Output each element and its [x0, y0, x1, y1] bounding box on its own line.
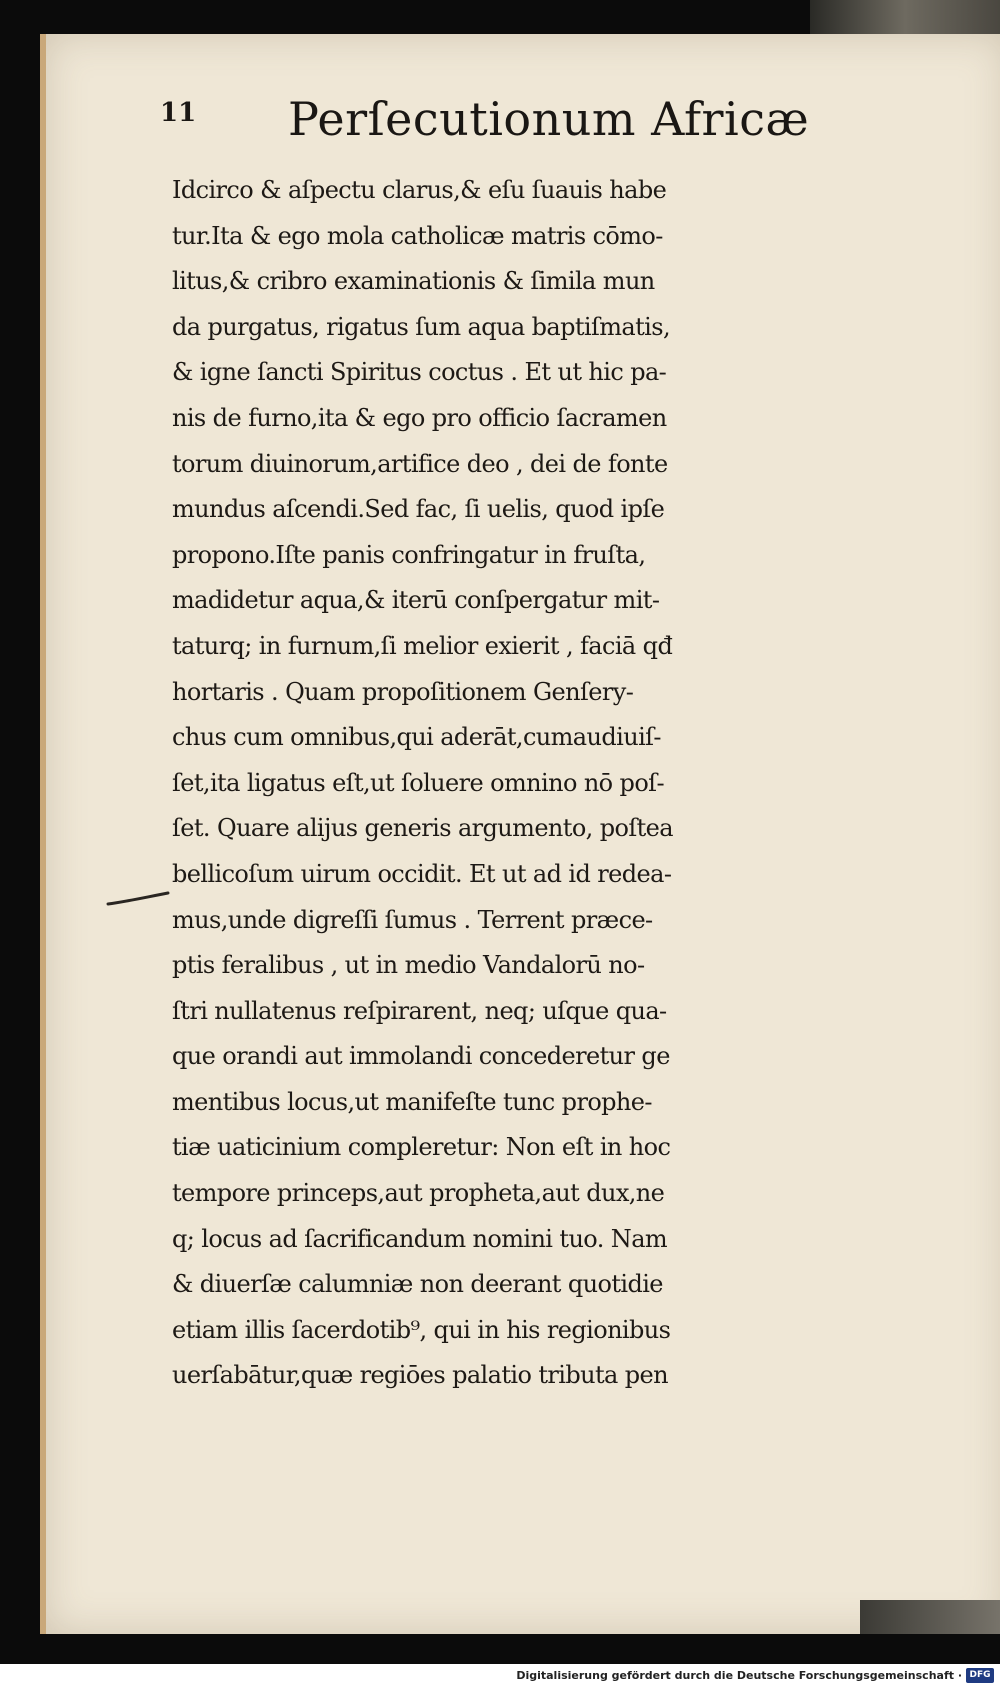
- text-line: ſet,ita ligatus eſt,ut ſoluere omnino nō poſ-: [172, 768, 664, 797]
- text-line: mus,unde digreſſi ſumus . Terrent præce-: [172, 905, 653, 934]
- text-line: q; locus ad ſacrificandum nomini tuo. Nam: [172, 1224, 668, 1253]
- text-line: ſet. Quare alijus generis argumento, poſtea: [172, 814, 673, 843]
- text-line: uerſabātur,quæ regiōes palatio tributa pen: [172, 1361, 668, 1390]
- text-line: da purgatus, rigatus ſum aqua baptiſmatis,: [172, 312, 670, 341]
- text-line: nis de furno,ita & ego pro officio ſacramen: [172, 403, 667, 432]
- text-line: que orandi aut immolandi concederetur ge: [172, 1042, 670, 1071]
- text-line: Idcirco & aſpectu clarus,& eſu ſuauis habe: [172, 176, 667, 204]
- digitization-footer: [0, 1664, 1000, 1689]
- book-edge-top: [810, 0, 1000, 36]
- text-line: madidetur aqua,& iterū conſpergatur mit-: [172, 586, 660, 615]
- text-line: ſtri nullatenus reſpirarent, neq; uſque qua-: [172, 996, 667, 1025]
- text-line: mentibus locus,ut manifeſte tunc prophe-: [172, 1087, 652, 1116]
- text-line: tempore princeps,aut propheta,aut dux,ne: [172, 1179, 665, 1208]
- text-line: tiæ uaticinium compleretur: Non eſt in hoc: [172, 1133, 671, 1162]
- book-edge-bottom: [860, 1600, 1000, 1634]
- text-line: ptis feralibus , ut in medio Vandalorū no-: [172, 951, 645, 980]
- text-line: litus,& cribro examinationis & ſimila mun: [172, 267, 655, 296]
- text-line: tur.Ita & ego mola catholicæ matris cōmo-: [172, 221, 663, 250]
- running-head: Perſecutionum Africæ: [288, 92, 810, 146]
- text-line: & igne ſancti Spiritus coctus . Et ut hic pa-: [172, 358, 667, 387]
- margin-pen-mark: [106, 890, 170, 908]
- text-line: hortaris . Quam propoſitionem Genſery-: [172, 677, 634, 706]
- text-line: chus cum omnibus,qui aderāt,cumaudiuiſ-: [172, 723, 661, 752]
- text-line: etiam illis ſacerdotib⁹, qui in his regionibus: [172, 1315, 671, 1344]
- footer-credit: Digitalisierung gefördert durch die Deutsche Forschungsgemeinschaft ·: [516, 1669, 962, 1682]
- text-line: bellicoſum uirum occidit. Et ut ad id redea-: [172, 859, 672, 888]
- text-line: & diuerſæ calumniæ non deerant quotidie: [172, 1270, 663, 1299]
- text-line: torum diuinorum,artifice deo , dei de fonte: [172, 449, 668, 478]
- text-line: propono.Iſte panis confringatur in fruſta,: [172, 540, 646, 569]
- text-line: mundus aſcendi.Sed fac, ſi uelis, quod ipſe: [172, 495, 665, 524]
- dfg-logo: DFG: [966, 1668, 994, 1683]
- text-line: taturq; in furnum,ſi melior exierit , faciā qđ: [172, 631, 673, 660]
- body-text: [172, 168, 912, 1399]
- page-number: 11: [160, 98, 197, 128]
